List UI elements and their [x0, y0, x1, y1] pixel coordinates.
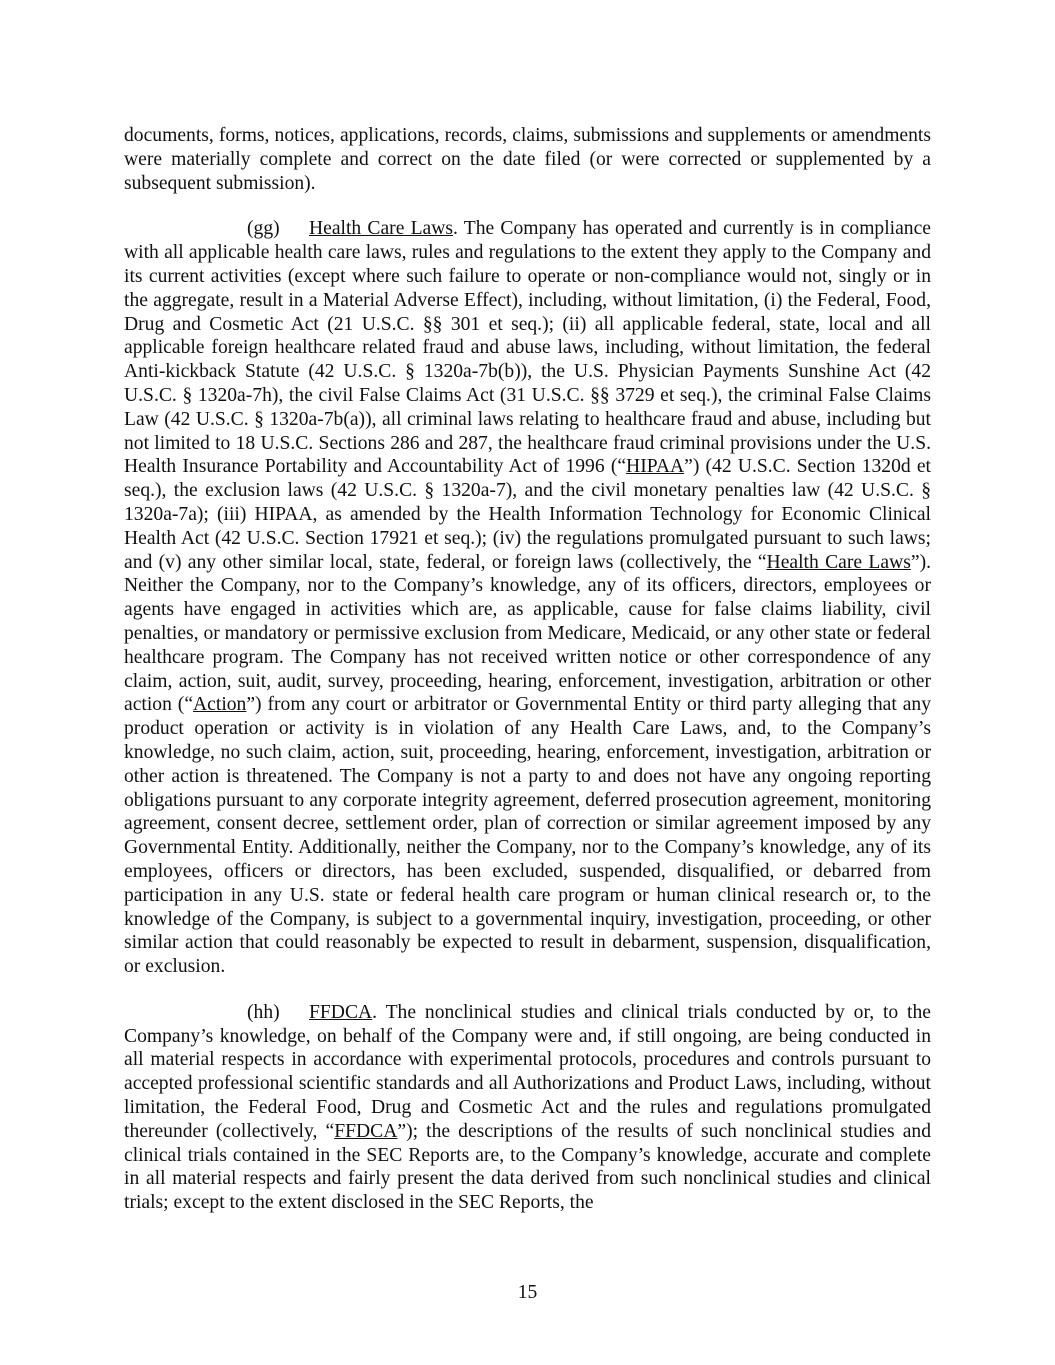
document-body — [124, 124, 931, 1215]
section-heading: Health Care Laws — [309, 218, 454, 240]
paragraph-text: . The Company has operated and currently is in compliance with all applicable health care laws, rules and regulations to the extent they apply to the Company and its current activities (except where such failure to operate or non-compliance would not, singly or in the aggregate, result in a Material Adverse Effect), including, without limitation, (i) the Federal, Food, Drug and Cosmetic Act (21 U.S.C. §§ 301 et seq.); (ii) all applicable federal, state, local and all applicable foreign healthcare related fraud and abuse laws, including, without limitation, the federal Anti-kickback Statute (42 U.S.C. § 1320a-7b(b)), the U.S. Physician Payments Sunshine Act (42 U.S.C. § 1320a-7h), the civil False Claims Act (31 U.S.C. §§ 3729 et seq.), the criminal False Claims Law (42 U.S.C. § 1320a-7b(a)), all criminal laws relating to healthcare fraud and abuse, including but not limited to 18 U.S.C. Sections 286 and 287, the healthcare fraud criminal provisions under the U.S. Health Insurance Portability and Accountability Act of 1996 (“ — [124, 218, 932, 478]
paragraph-text: ”); the descriptions of the results of such nonclinical studies and clinical trials contained in the SEC Reports are, to the Company’s knowledge, accurate and complete in all material respects and fairly present the data derived from such nonclinical studies and clinical trials; except to the extent disclosed in the SEC Reports, the — [124, 1120, 931, 1214]
paragraph-text: documents, forms, notices, applications, records, claims, submissions and supplements or amendments were materially complete and correct on the date filed (or were corrected or supplemented by a subsequent submission). — [124, 125, 931, 194]
paragraph-text: . The nonclinical studies and clinical trials conducted by or, to the Company’s knowledge, on behalf of the Company were and, if still ongoing, are being conducted in all material respects in accordance with experimental protocols, procedures and controls pursuant to accepted professional scientific standards and all Authorizations and Product Laws, including, without limitation, the Federal Food, Drug and Cosmetic Act and the rules and regulations promulgated thereunder (collectively, “ — [124, 1001, 931, 1142]
section-gg-health-care-laws — [124, 217, 931, 979]
defined-term-hipaa: HIPAA — [626, 456, 685, 478]
section-label: (gg) — [247, 218, 280, 240]
defined-term-health-care-laws: Health Care Laws — [766, 551, 911, 573]
paragraph-text: ”) from any court or arbitrator or Governmental Entity or third party alleging that any product operation or activity is in violation of any Health Care Laws, and, to the Company’s knowledge, no such claim, action, suit, proceeding, hearing, enforcement, investigation, arbitration or other action is threatened. The Company is not a party to and does not have any ongoing reporting obligations pursuant to any corporate integrity agreement, deferred prosecution agreement, monitoring agreement, consent decree, settlement order, plan of correction or similar agreement imposed by any Governmental Entity. Additionally, neither the Company, nor to the Company’s knowledge, any of its employees, officers or directors, has been excluded, suspended, disqualified, or debarred from participation in any U.S. state or federal health care program or human clinical research or, to the knowledge of the Company, is subject to a governmental inquiry, investigation, proceeding, or other similar action that could reasonably be expected to result in debarment, suspension, disqualification, or exclusion. — [124, 694, 932, 978]
section-label: (hh) — [247, 1001, 280, 1023]
section-hh-ffdca — [124, 1001, 931, 1215]
page-number: 15 — [517, 1282, 538, 1303]
defined-term-ffdca: FFDCA — [334, 1120, 398, 1142]
paragraph-continuation — [124, 124, 931, 195]
section-heading: FFDCA — [309, 1001, 373, 1023]
paragraph-text: ”). Neither the Company, nor to the Company’s knowledge, any of its officers, directors, employees or agents have engaged in activities which are, as applicable, cause for false claims liability, civil penalties, or mandatory or permissive exclusion from Medicare, Medicaid, or any other state or federal healthcare program. The Company has not received written notice or other correspondence of any claim, action, suit, audit, survey, proceeding, hearing, enforcement, investigation, arbitration or other action (“ — [124, 551, 932, 716]
defined-term-action: Action — [193, 694, 247, 716]
paragraph-text: ”) (42 U.S.C. Section 1320d et seq.), the exclusion laws (42 U.S.C. § 1320a-7), and the civil monetary penalties law (42 U.S.C. § 1320a-7a); (iii) HIPAA, as amended by the Health Information Technology for Economic Clinical Health Act (42 U.S.C. Section 17921 et seq.); (iv) the regulations promulgated pursuant to such laws; and (v) any other similar local, state, federal, or foreign laws (collectively, the “ — [124, 456, 932, 573]
